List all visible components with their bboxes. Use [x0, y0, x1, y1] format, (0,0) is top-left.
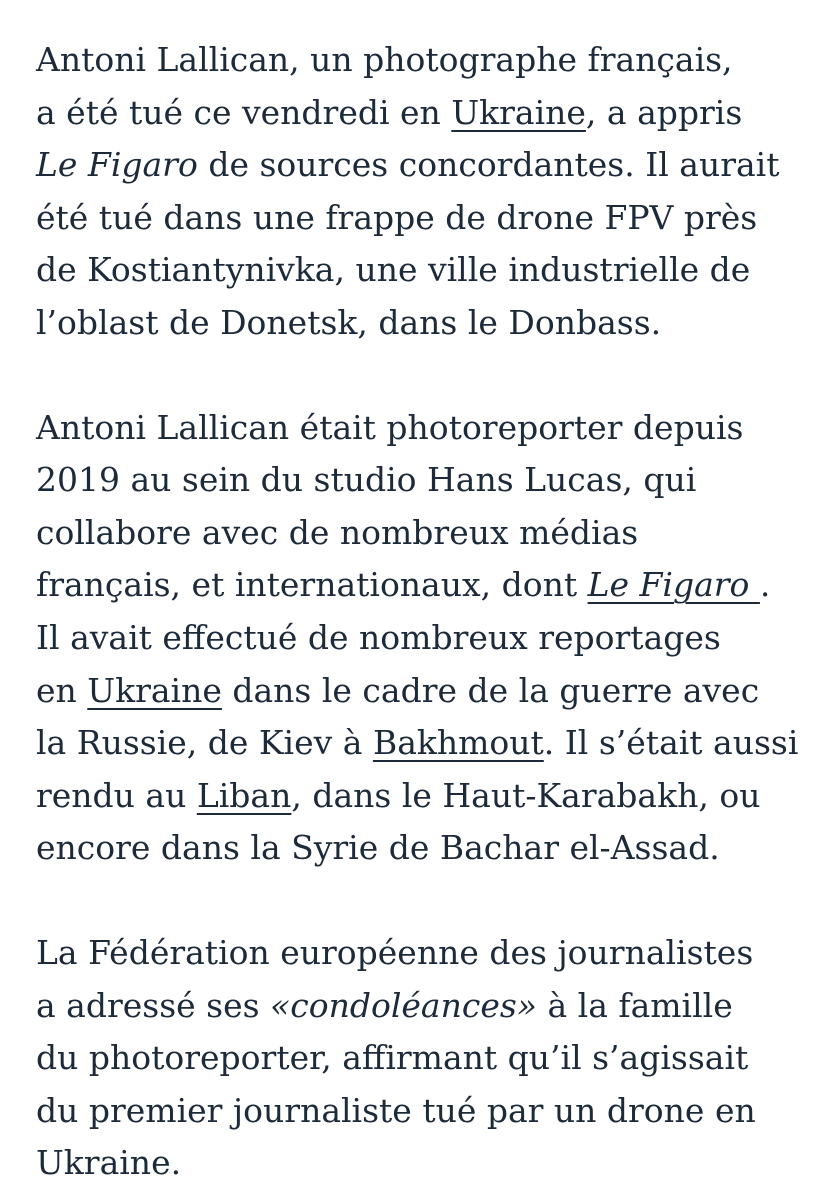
text-segment: , dans le Haut-Karabakh, ou: [291, 775, 761, 815]
text-segment: dans le cadre de la guerre avec: [221, 670, 760, 710]
text-line: de Kostiantynivka, une ville industrielle de: [36, 250, 751, 290]
text-line: l’oblast de Donetsk, dans le Donbass.: [36, 302, 662, 342]
text-line: Il avait effectué de nombreux reportages: [36, 617, 721, 657]
text-segment: .: [759, 565, 771, 605]
text-line: Antoni Lallican, un photographe français,: [36, 40, 733, 79]
text-line: [36, 87, 797, 140]
text-line: [36, 980, 797, 1033]
text-line: Ukraine.: [36, 1143, 182, 1183]
paragraph-1: [36, 34, 797, 350]
text-segment: français, et internationaux, dont: [36, 565, 588, 605]
text-segment: de sources concordantes. Il aurait: [197, 145, 780, 185]
text-line: encore dans la Syrie de Bachar el-Assad.: [36, 828, 720, 868]
text-line: du premier journaliste tué par un drone en: [36, 1090, 756, 1130]
text-line: Antoni Lallican était photoreporter depuis: [36, 407, 744, 447]
publication-name-le-figaro: Le Figaro: [36, 145, 198, 185]
link-ukraine[interactable]: Ukraine: [87, 670, 222, 710]
link-bakhmout[interactable]: Bakhmout: [372, 723, 544, 763]
text-segment: a été tué ce vendredi en: [36, 92, 452, 132]
text-segment: la Russie, de Kiev à: [36, 723, 373, 763]
text-line: [36, 559, 797, 612]
text-segment: . Il s’était aussi: [543, 723, 799, 763]
text-segment: , a appris: [585, 92, 743, 132]
text-segment: a adressé ses: [36, 985, 271, 1025]
paragraph-2: [36, 402, 797, 875]
text-segment: à la famille: [536, 985, 733, 1025]
link-liban[interactable]: Liban: [196, 775, 292, 815]
text-line: été tué dans une frappe de drone FPV près: [36, 197, 758, 237]
text-line: [36, 665, 797, 718]
text-line: [36, 139, 797, 192]
text-line: du photoreporter, affirmant qu’il s’agissait: [36, 1038, 749, 1078]
link-ukraine[interactable]: Ukraine: [451, 92, 586, 132]
text-line: [36, 770, 797, 823]
quote-condoleances: «condoléances»: [270, 985, 537, 1025]
text-line: collabore avec de nombreux médias: [36, 512, 639, 552]
text-line: [36, 717, 797, 770]
text-segment: en: [36, 670, 88, 710]
text-segment: rendu au: [36, 775, 197, 815]
link-le-figaro-label: Le Figaro: [587, 565, 760, 605]
text-line: 2019 au sein du studio Hans Lucas, qui: [36, 460, 697, 500]
paragraph-3: [36, 927, 797, 1190]
link-le-figaro[interactable]: [588, 565, 760, 604]
text-line: La Fédération européenne des journalistes: [36, 932, 754, 972]
